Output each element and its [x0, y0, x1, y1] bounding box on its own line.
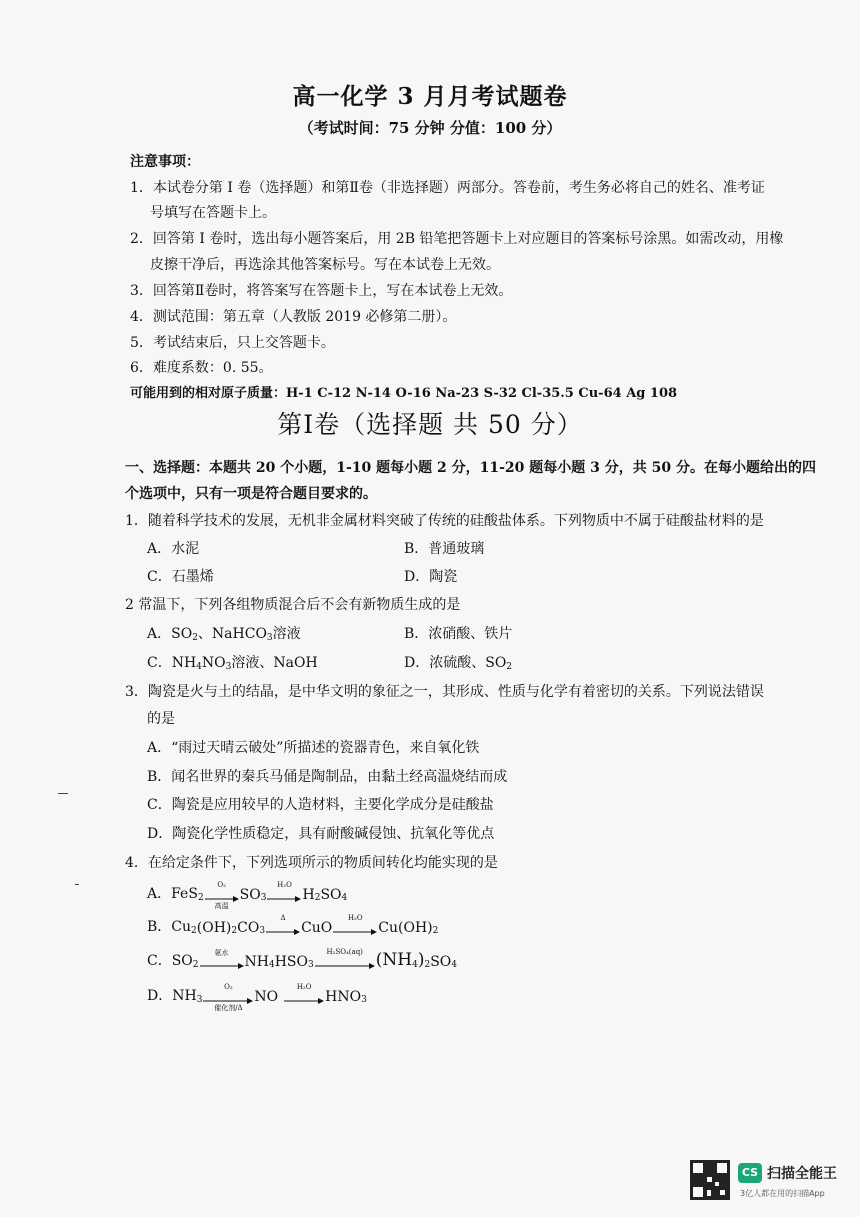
q4-a-sub: 2	[197, 893, 204, 903]
q4-d-sub: 3	[196, 995, 203, 1005]
qr-code-icon	[690, 1160, 730, 1200]
q2-a-sub: 3	[266, 633, 273, 643]
q4-c-text: )	[417, 950, 425, 970]
q4-b-sub: 3	[259, 926, 266, 936]
q2-a-text: 、NaHCO	[197, 626, 267, 642]
q4-b-sub: 2	[191, 926, 197, 936]
section-instruction: 一、选择题：本题共 20 个小题，1-10 题每小题 2 分，11-20 题每小题 3 分，共 50 分。在每小题给出的四	[125, 460, 816, 476]
q1-option-a: A．水泥	[147, 541, 200, 557]
section-instruction-cont: 个选项中，只有一项是符合题目要求的。	[125, 486, 377, 502]
reaction-arrow-icon	[205, 881, 239, 910]
q1-option-c: C．石墨烯	[147, 569, 214, 585]
arrow-condition: 高温	[214, 902, 229, 910]
q4-d-text: D．NH	[147, 988, 197, 1004]
question-3-stem: 3．陶瓷是火与土的结晶，是中华文明的象征之一，其形成、性质与化学有着密切的关系。下列说法错误	[125, 684, 764, 700]
q4-b-text: CuO	[301, 920, 333, 936]
notice-item-6: 6．难度系数：0. 55。	[130, 360, 273, 376]
q4-b-text: (OH)	[196, 920, 232, 936]
q4-c-sub: 3	[308, 960, 314, 970]
q2-c-text: C．NH	[147, 655, 197, 671]
q4-c-sub: 2	[192, 960, 199, 970]
q4-c-sub: 4	[412, 960, 418, 970]
arrow-condition: 催化剂/Δ	[214, 1004, 243, 1012]
q4-a-text: H	[302, 887, 315, 903]
camscanner-logo-icon: CS	[738, 1163, 762, 1183]
arrow-condition: O₂	[217, 881, 226, 889]
q2-a-text: 溶液	[272, 626, 301, 642]
arrow-condition: H₂O	[277, 881, 292, 889]
q2-a-sub: 2	[192, 633, 198, 643]
q4-d-sub: 3	[361, 995, 367, 1005]
q4-b-sub: 2	[432, 926, 439, 936]
reaction-arrow-icon	[266, 914, 300, 936]
q4-c-text: NH	[244, 954, 269, 970]
q4-option-a	[147, 881, 348, 910]
q2-d-sub: 2	[506, 662, 513, 672]
q2-a-text: A．SO	[147, 626, 193, 642]
section-title: 第I卷（选择题 共 50 分）	[277, 410, 583, 439]
q4-b-sub: 2	[231, 926, 238, 936]
question-4-stem: 4．在给定条件下，下列选项所示的物质间转化均能实现的是	[125, 855, 498, 871]
q4-c-text: (NH	[375, 950, 413, 970]
q2-d-text: D．浓硫酸、SO	[404, 655, 507, 671]
q4-option-b	[147, 916, 438, 936]
q4-a-sub: 4	[341, 893, 348, 903]
q4-d-text: HNO	[325, 989, 362, 1005]
arrow-condition: H₂O	[347, 914, 363, 922]
q4-b-text: B．Cu	[147, 919, 192, 935]
q2-option-a	[147, 623, 301, 643]
notice-heading: 注意事项：	[130, 154, 200, 170]
q4-c-sub: 4	[451, 960, 457, 970]
exam-title: 高一化学 3 月月考试题卷	[292, 83, 568, 110]
q4-c-sub: 4	[268, 960, 275, 970]
q4-b-text: Cu(OH)	[378, 920, 433, 936]
q2-c-sub: 4	[196, 662, 202, 672]
arrow-condition: H₂O	[296, 983, 312, 991]
q4-a-text: A．FeS	[147, 886, 198, 902]
q2-option-d	[404, 652, 512, 672]
question-2-stem: 2 常温下，下列各组物质混合后不会有新物质生成的是	[125, 597, 461, 613]
q4-c-text: C．SO	[147, 953, 193, 969]
q4-option-d	[147, 983, 367, 1012]
notice-item-3: 3．回答第Ⅱ卷时，将答案写在答题卡上，写在本试卷上无效。	[130, 283, 513, 299]
question-3-stem-cont: 的是	[147, 711, 175, 727]
q3-option-c: C．陶瓷是应用较早的人造材料，主要化学成分是硅酸盐	[147, 797, 494, 813]
notice-item-1: 1．本试卷分第 I 卷（选择题）和第Ⅱ卷（非选择题）两部分。答卷前，考生务必将自己的姓名、准考证	[130, 180, 765, 196]
q4-c-sub: 2	[424, 960, 431, 970]
notice-item-4: 4．测试范围：第五章（人教版 2019 必修第二册）。	[130, 309, 457, 325]
q4-a-text: SO	[239, 887, 261, 903]
reaction-arrow-icon	[200, 949, 244, 970]
arrow-condition: 氨水	[214, 949, 229, 957]
q2-c-sub: 3	[225, 662, 232, 672]
q4-c-text: SO	[430, 954, 452, 970]
q4-c-text: HSO	[274, 954, 308, 970]
notice-item-2-cont: 皮擦干净后，再选涂其他答案标号。写在本试卷上无效。	[150, 257, 500, 273]
notice-item-5: 5．考试结束后，只上交答题卡。	[130, 335, 335, 351]
q4-b-text: CO	[237, 920, 260, 936]
q4-d-text: NO	[254, 989, 279, 1005]
reaction-arrow-icon	[284, 983, 324, 1005]
q4-a-sub: 3	[260, 893, 267, 903]
watermark-tagline: 3亿人都在用的扫描App	[740, 1189, 825, 1198]
q2-option-c	[147, 652, 318, 672]
arrow-condition: O₂	[224, 983, 233, 991]
q2-c-text: NO	[201, 655, 226, 671]
watermark-name: 扫描全能王	[767, 1166, 837, 1182]
question-1-stem: 1．随着科学技术的发展，无机非金属材料突破了传统的硅酸盐体系。下列物质中不属于硅酸盐材料的是	[125, 513, 764, 529]
q1-option-b: B．普通玻璃	[404, 541, 485, 557]
reaction-arrow-icon	[203, 983, 253, 1012]
q2-c-text: 溶液、NaOH	[231, 655, 318, 671]
q3-option-d: D．陶瓷化学性质稳定，具有耐酸碱侵蚀、抗氧化等优点	[147, 826, 495, 842]
scan-mark	[75, 884, 79, 885]
notice-item-1-cont: 号填写在答题卡上。	[150, 205, 276, 221]
q4-a-sub: 2	[314, 893, 321, 903]
q4-option-c	[147, 950, 457, 970]
q4-a-text: SO	[320, 887, 342, 903]
notice-item-2: 2．回答第 I 卷时，选出每小题答案后，用 2B 铅笔把答题卡上对应题目的答案标号涂黑。如需改动，用橡	[130, 231, 784, 247]
reaction-arrow-icon	[267, 881, 301, 903]
scan-mark	[58, 793, 68, 794]
exam-subtitle: （考试时间：75 分钟 分值：100 分）	[298, 119, 562, 137]
q2-option-b: B．浓硝酸、铁片	[404, 626, 513, 642]
q1-option-d: D．陶瓷	[404, 569, 458, 585]
reaction-arrow-icon	[315, 948, 375, 970]
arrow-condition: H₂SO₄(aq)	[326, 948, 363, 956]
q3-option-b: B．闻名世界的秦兵马俑是陶制品，由黏土经高温烧结而成	[147, 769, 508, 785]
atomic-mass-line: 可能用到的相对原子质量：H-1 C-12 N-14 O-16 Na-23 S-32 Cl-35.5 Cu-64 Ag 108	[130, 386, 678, 401]
reaction-arrow-icon	[333, 914, 377, 936]
q3-option-a: A．“雨过天晴云破处”所描述的瓷器青色，来自氧化铁	[147, 740, 480, 756]
arrow-condition: Δ	[280, 914, 286, 922]
